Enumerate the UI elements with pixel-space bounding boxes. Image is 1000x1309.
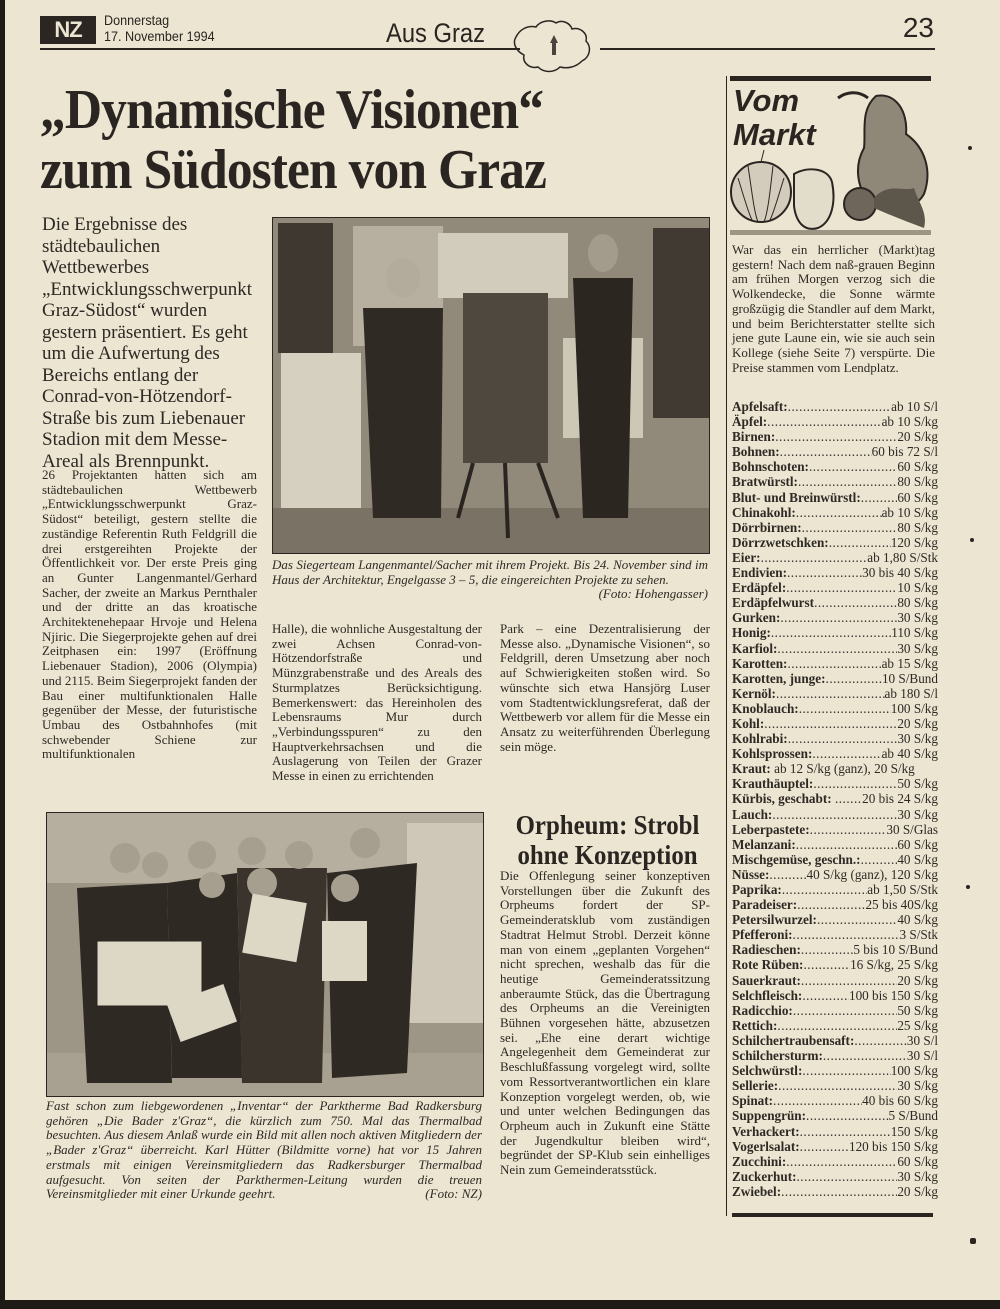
price-row: Knoblauch: ..... 100 S/kg (732, 701, 938, 716)
price-row: Endivien: ..... 30 bis 40 S/kg (732, 565, 938, 580)
price-row: Kohlrabi: ..... 30 S/kg (732, 731, 938, 746)
price-row: Zucchini: ..... 60 S/kg (732, 1154, 938, 1169)
price-row: Apfelsaft: ..... ab 10 S/l (732, 399, 938, 414)
photo-bader-zgraz (46, 812, 484, 1097)
price-row: Melanzani: ..... 60 S/kg (732, 837, 938, 852)
price-row: Chinakohl: ..... ab 10 S/kg (732, 505, 938, 520)
section-title: Aus Graz (386, 18, 486, 48)
caption-text: Fast schon zum liebgewordenen „Inventar“ der Parktherme Bad Radkersburg gehören „Die Bader z'Graz“, die kürzlich zum 750. Mal das Thermalbad besuchten. Aus diesem Anlaß wurde ein Bild mit allen noch aktiven Mitgliedern der „Bader z'Graz“ überreicht. Karl Hütter (Bildmitte vorne) hat vor 15 Jahren erstmals mit einigen Vereinsmitgliedern das Radkersburger Thermalbad aufgesucht. Von seiten der Parkthermen-Leitung wurden die treuen Vereinsmitglieder mit einer Urkunde geehrt. (46, 1098, 482, 1202)
price-row: Nüsse: ..... 40 S/kg (ganz), 120 S/kg (732, 867, 938, 882)
price-row: Sellerie: ..... 30 S/kg (732, 1078, 938, 1093)
price-row: Karotten: ..... ab 15 S/kg (732, 656, 938, 671)
scan-speck (968, 146, 972, 150)
headline-line-1: Orpheum: Strobl (515, 810, 700, 840)
price-row: Krauthäuptel: ..... 50 S/kg (732, 776, 938, 791)
price-row: Kürbis, geschabt: ..... 20 bis 24 S/kg (732, 791, 938, 806)
market-title-line-2: Markt (733, 117, 816, 152)
headline-line-2: zum Südosten von Graz (40, 139, 546, 201)
scan-edge-left (0, 0, 5, 1309)
price-row: Rettich: ..... 25 S/kg (732, 1018, 938, 1033)
price-row: Dörrbirnen: ..... 80 S/kg (732, 520, 938, 535)
price-row: Blut- und Breinwürstl: ..... 60 S/kg (732, 490, 938, 505)
price-row: Dörrzwetschken: ..... 120 S/kg (732, 535, 938, 550)
scan-speck (970, 538, 974, 542)
page-number: 23 (902, 12, 934, 43)
market-top-rule (730, 76, 931, 81)
price-row: Pfefferoni: ..... 3 S/Stk (732, 927, 938, 942)
photo-illustration (273, 218, 709, 553)
price-row: Bratwürstl: ..... 80 S/kg (732, 474, 938, 489)
price-row: Vogerlsalat: ..... 120 bis 150 S/kg (732, 1139, 938, 1154)
price-row: Mischgemüse, geschn.: ..... 40 S/kg (732, 852, 938, 867)
date: 17. November 1994 (104, 28, 215, 44)
photo-illustration (47, 813, 483, 1096)
headline-line-1: „Dynamische Visionen“ (40, 79, 544, 141)
price-row: Zuckerhut: ..... 30 S/kg (732, 1169, 938, 1184)
market-bottom-rule (732, 1213, 933, 1217)
photo-credit: (Foto: Hohengasser) (598, 586, 708, 602)
scan-edge-bottom (0, 1300, 1000, 1309)
price-row: Spinat: ..... 40 bis 60 S/kg (732, 1093, 938, 1108)
scan-speck (966, 885, 970, 889)
market-intro: War das ein herrlicher (Markt)tag gestern! Nach dem naß-grauen Beginn am frühen Morgen verzog sich die Wolkendecke, die Sonne wärmte großzügig die Standler auf dem Markt, und beim Berichterstatter stellte sich jene gute Laune ein, wie sie auch sein Kollege (siehe Seite 7) verspürte. Die Preise stammen vom Lendplatz. (732, 242, 935, 375)
nz-logo: NZ (40, 16, 96, 44)
orpheum-headline (509, 810, 707, 870)
price-row: Bohnschoten: ..... 60 S/kg (732, 459, 938, 474)
price-row: Selchwürstl: ..... 100 S/kg (732, 1063, 938, 1078)
market-price-list (732, 399, 938, 1199)
price-row: Lauch: ..... 30 S/kg (732, 807, 938, 822)
price-row: Radieschen: ..... 5 bis 10 S/Bund (732, 942, 938, 957)
price-row: Erdäpfelwurst ..... 80 S/kg (732, 595, 938, 610)
market-title-line-1: Vom (733, 83, 800, 118)
price-row: Birnen: ..... 20 S/kg (732, 429, 938, 444)
header-rule (40, 48, 520, 50)
photo-credit: (Foto: NZ) (425, 1186, 482, 1202)
price-row: Erdäpfel: ..... 10 S/kg (732, 580, 938, 595)
weekday: Donnerstag (104, 12, 170, 28)
price-row: Schilchertraubensaft: ..... 30 S/l (732, 1033, 938, 1048)
photo-caption-winning-team (272, 558, 708, 602)
price-row: Karotten, junge: ..... 10 S/Bund (732, 671, 938, 686)
price-row: Paprika: ..... ab 1,50 S/Stk (732, 882, 938, 897)
market-column-divider (726, 76, 727, 1216)
price-row: Kohlsprossen: ..... ab 40 S/kg (732, 746, 938, 761)
market-title (733, 84, 816, 152)
price-row: Paradeiser: ..... 25 bis 40S/kg (732, 897, 938, 912)
styria-map-icon (510, 15, 598, 75)
price-row: Zwiebel: ..... 20 S/kg (732, 1184, 938, 1199)
price-row: Bohnen: ..... 60 bis 72 S/l (732, 444, 938, 459)
price-row: Karfiol: ..... 30 S/kg (732, 641, 938, 656)
price-row: Kraut: ab 12 S/kg (ganz), 20 S/kg (732, 761, 915, 777)
price-row: Sauerkraut: ..... 20 S/kg (732, 973, 938, 988)
price-row: Schilchersturm: ..... 30 S/l (732, 1048, 938, 1063)
photo-caption-bader (46, 1099, 482, 1202)
price-row: Rote Rüben: ..... 16 S/kg, 25 S/kg (732, 957, 938, 972)
price-row: Gurken: ..... 30 S/kg (732, 610, 938, 625)
header-rule (600, 48, 935, 50)
orpheum-body: Die Offenlegung seiner konzeptiven Vorstellungen über die Zukunft des Orpheums fordert der SP-Gemeinderatsklub vom zuständigen Stadtrat Helmut Strobl. Derzeit könne man von einem „geplanten Vorgehen“ nicht sprechen, weshalb das für die heutige Gemeinderatssitzung anberaumte Stück, das die Übertragung des Orpheums an die Vereinigten Bühnen vorgesehen hätte, abzusetzen sei. „Ehe eine derart wichtige Angelegenheit dem Gemeinderat zur Beschlußfassung vorgelegt wird, sollte vom Ressortverantwortlichen ein klare Konzeption vorgelegt werden, ob, wie und unter welchen Bedingungen das Orpheum auch in Zukunft eine Stätte der Jugendkultur bleiben wird“, begründet der SP-Klub sein einhelliges Nein zum Gemeinderatsstück. (500, 868, 710, 1178)
price-row: Petersilwurzel: ..... 40 S/kg (732, 912, 938, 927)
price-row: Kernöl: ..... ab 180 S/l (732, 686, 938, 701)
price-row: Selchfleisch: ..... 100 bis 150 S/kg (732, 988, 938, 1003)
price-row: Suppengrün: ..... 5 S/Bund (732, 1108, 938, 1123)
dateline (104, 12, 215, 44)
price-row: Radicchio: ..... 50 S/kg (732, 1003, 938, 1018)
article-body-col-2: Halle), die wohnliche Ausgestaltung der zwei Achsen Conrad-von-Hötzendorfstraße und Münzgrabenstraße und des Areals des Sturmplatzes Berücksichtigung. Bemerkenswert: das Hereinholen des Lebensraums Mur durch „Verbindungsspuren“ zu den Hauptverkehrsachsen und die Auslagerung von Teilen der Grazer Messe in einen zu errichtenden (272, 621, 482, 784)
price-row: Kohl: ..... 20 S/kg (732, 716, 938, 731)
photo-winning-team (272, 217, 710, 554)
caption-text: Das Siegerteam Langenmantel/Sacher mit ihrem Projekt. Bis 24. November sind im Haus der Architektur, Engelgasse 3 – 5, die eingereichten Projekte zu sehen. (272, 557, 708, 587)
headline-line-2: ohne Konzeption (517, 840, 698, 870)
price-row: Honig: ..... 110 S/kg (732, 625, 938, 640)
price-row: Verhackert: ..... 150 S/kg (732, 1124, 938, 1139)
article-lead: Die Ergebnisse des städtebaulichen Wettbewerbes „Entwicklungsschwerpunkt Graz-Südost“ wurden gestern präsentiert. Es geht um die Aufwertung des Bereichs entlang der Conrad-von-Hötzendorf-Straße bis zum Liebenauer Stadion mit dem Messe-Areal als Brennpunkt. (42, 214, 253, 472)
market-illustration-band (730, 230, 931, 235)
scan-speck (970, 1238, 976, 1244)
main-headline (40, 80, 656, 200)
article-body-col-3: Park – eine Dezentralisierung der Messe also. „Dynamische Visionen“, so Feldgrill, deren Umsetzung aber noch auf Schwierigkeiten stoßen wird. So wünschte sich etwa Hansjörg Luser vom Stadtentwicklungsreferat, daß der Wettbewerb vor allem für die Messe ein Ansatz zu weiterführenden Überlegung sein möge. (500, 621, 710, 754)
price-row: Äpfel: ..... ab 10 S/kg (732, 414, 938, 429)
price-row: Eier: ..... ab 1,80 S/Stk (732, 550, 938, 565)
price-row: Leberpastete: ..... 30 S/Glas (732, 822, 938, 837)
article-body-col-1: 26 Projektanten hatten sich am städtebaulichen Wettbewerb „Entwicklungsschwerpunkt Graz-Südost“ beteiligt, gestern stellte die zuständige Referentin Ruth Feldgrill die drei erstgereihten Projekte der Öffentlichkeit vor. Der erste Preis ging an Gunter Langenmantel/Gerhard Sacher, der zweite an Markus Pernthaler und der dritte an das kroatische Architektenehepaar Hrvoje und Helena Njiric. Die Siegerprojekte gehen auf drei Zeitphasen ein: 1997 (Eröffnung Liebenauer Stadion), 2006 (Olympia) und 2115. Beim Siegerprojekt fanden der Bau einer multifunktionalen Halle gegenüber der Messe, der futuristische Umbau des Ostbahnhofes (mit schwebender Schiene zur multifunktionalen (42, 467, 257, 762)
